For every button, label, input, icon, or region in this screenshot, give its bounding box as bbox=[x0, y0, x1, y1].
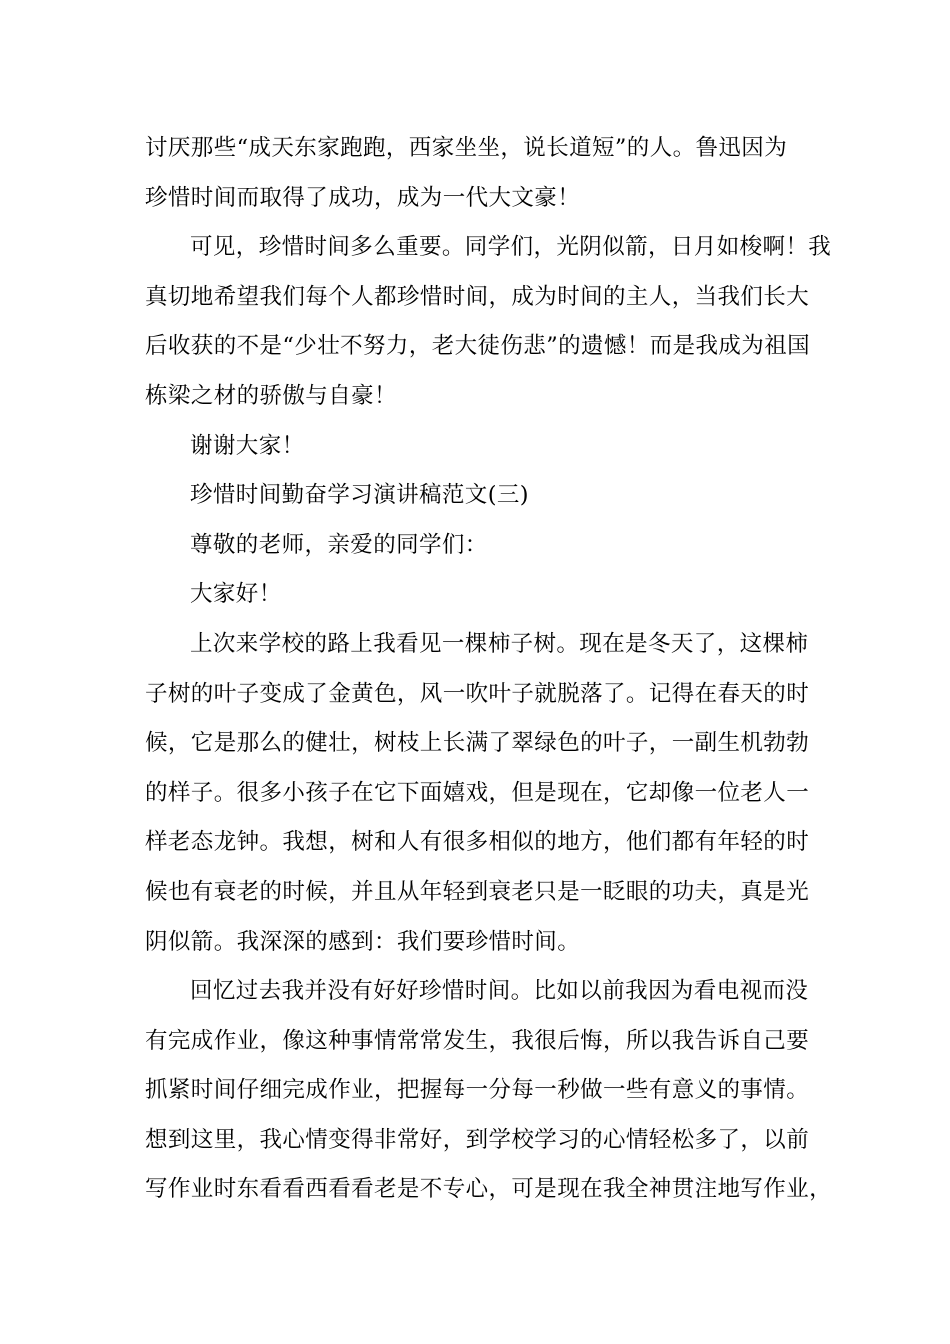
greeting: 大家好！ bbox=[190, 581, 282, 608]
paragraph-start-line: 上次来学校的路上我看见一棵柿子树。现在是冬天了，这棵柿 bbox=[190, 630, 809, 657]
section-title: 珍惜时间勤奋学习演讲稿范文(三) bbox=[190, 482, 529, 509]
text-line: 候，它是那么的健壮，树枝上长满了翠绿色的叶子，一副生机勃勃 bbox=[145, 730, 810, 757]
text-line: 子树的叶子变成了金黄色，风一吹叶子就脱落了。记得在春天的时 bbox=[145, 680, 810, 707]
closing-thanks: 谢谢大家！ bbox=[190, 432, 305, 459]
text-line: 后收获的不是“少壮不努力，老大徒伤悲”的遗憾！而是我成为祖国 bbox=[145, 333, 811, 360]
text-line: 样老态龙钟。我想，树和人有很多相似的地方，他们都有年轻的时 bbox=[145, 829, 810, 856]
text-line: 写作业时东看看西看看老是不专心，可是现在我全神贯注地写作业， bbox=[145, 1176, 833, 1203]
text-line: 有完成作业，像这种事情常常发生，我很后悔，所以我告诉自己要 bbox=[145, 1027, 810, 1054]
paragraph-start-line: 可见，珍惜时间多么重要。同学们，光阴似箭，日月如梭啊！我 bbox=[190, 234, 832, 261]
text-line: 阴似箭。我深深的感到：我们要珍惜时间。 bbox=[145, 928, 581, 955]
text-line: 珍惜时间而取得了成功，成为一代大文豪！ bbox=[145, 184, 581, 211]
paragraph-start-line: 回忆过去我并没有好好珍惜时间。比如以前我因为看电视而没 bbox=[190, 978, 809, 1005]
text-line: 栋梁之材的骄傲与自豪！ bbox=[145, 382, 397, 409]
text-line: 想到这里，我心情变得非常好，到学校学习的心情轻松多了，以前 bbox=[145, 1126, 810, 1153]
text-line: 真切地希望我们每个人都珍惜时间，成为时间的主人，当我们长大 bbox=[145, 283, 810, 310]
text-line: 候也有衰老的时候，并且从年轻到衰老只是一眨眼的功夫，真是光 bbox=[145, 878, 810, 905]
text-line: 抓紧时间仔细完成作业，把握每一分每一秒做一些有意义的事情。 bbox=[145, 1077, 810, 1104]
text-line: 的样子。很多小孩子在它下面嬉戏，但是现在，它却像一位老人一 bbox=[145, 779, 810, 806]
text-line: 讨厌那些“成天东家跑跑，西家坐坐，说长道短”的人。鲁迅因为 bbox=[145, 135, 788, 161]
salutation: 尊敬的老师，亲爱的同学们： bbox=[190, 531, 488, 558]
body-text bbox=[145, 124, 833, 1215]
